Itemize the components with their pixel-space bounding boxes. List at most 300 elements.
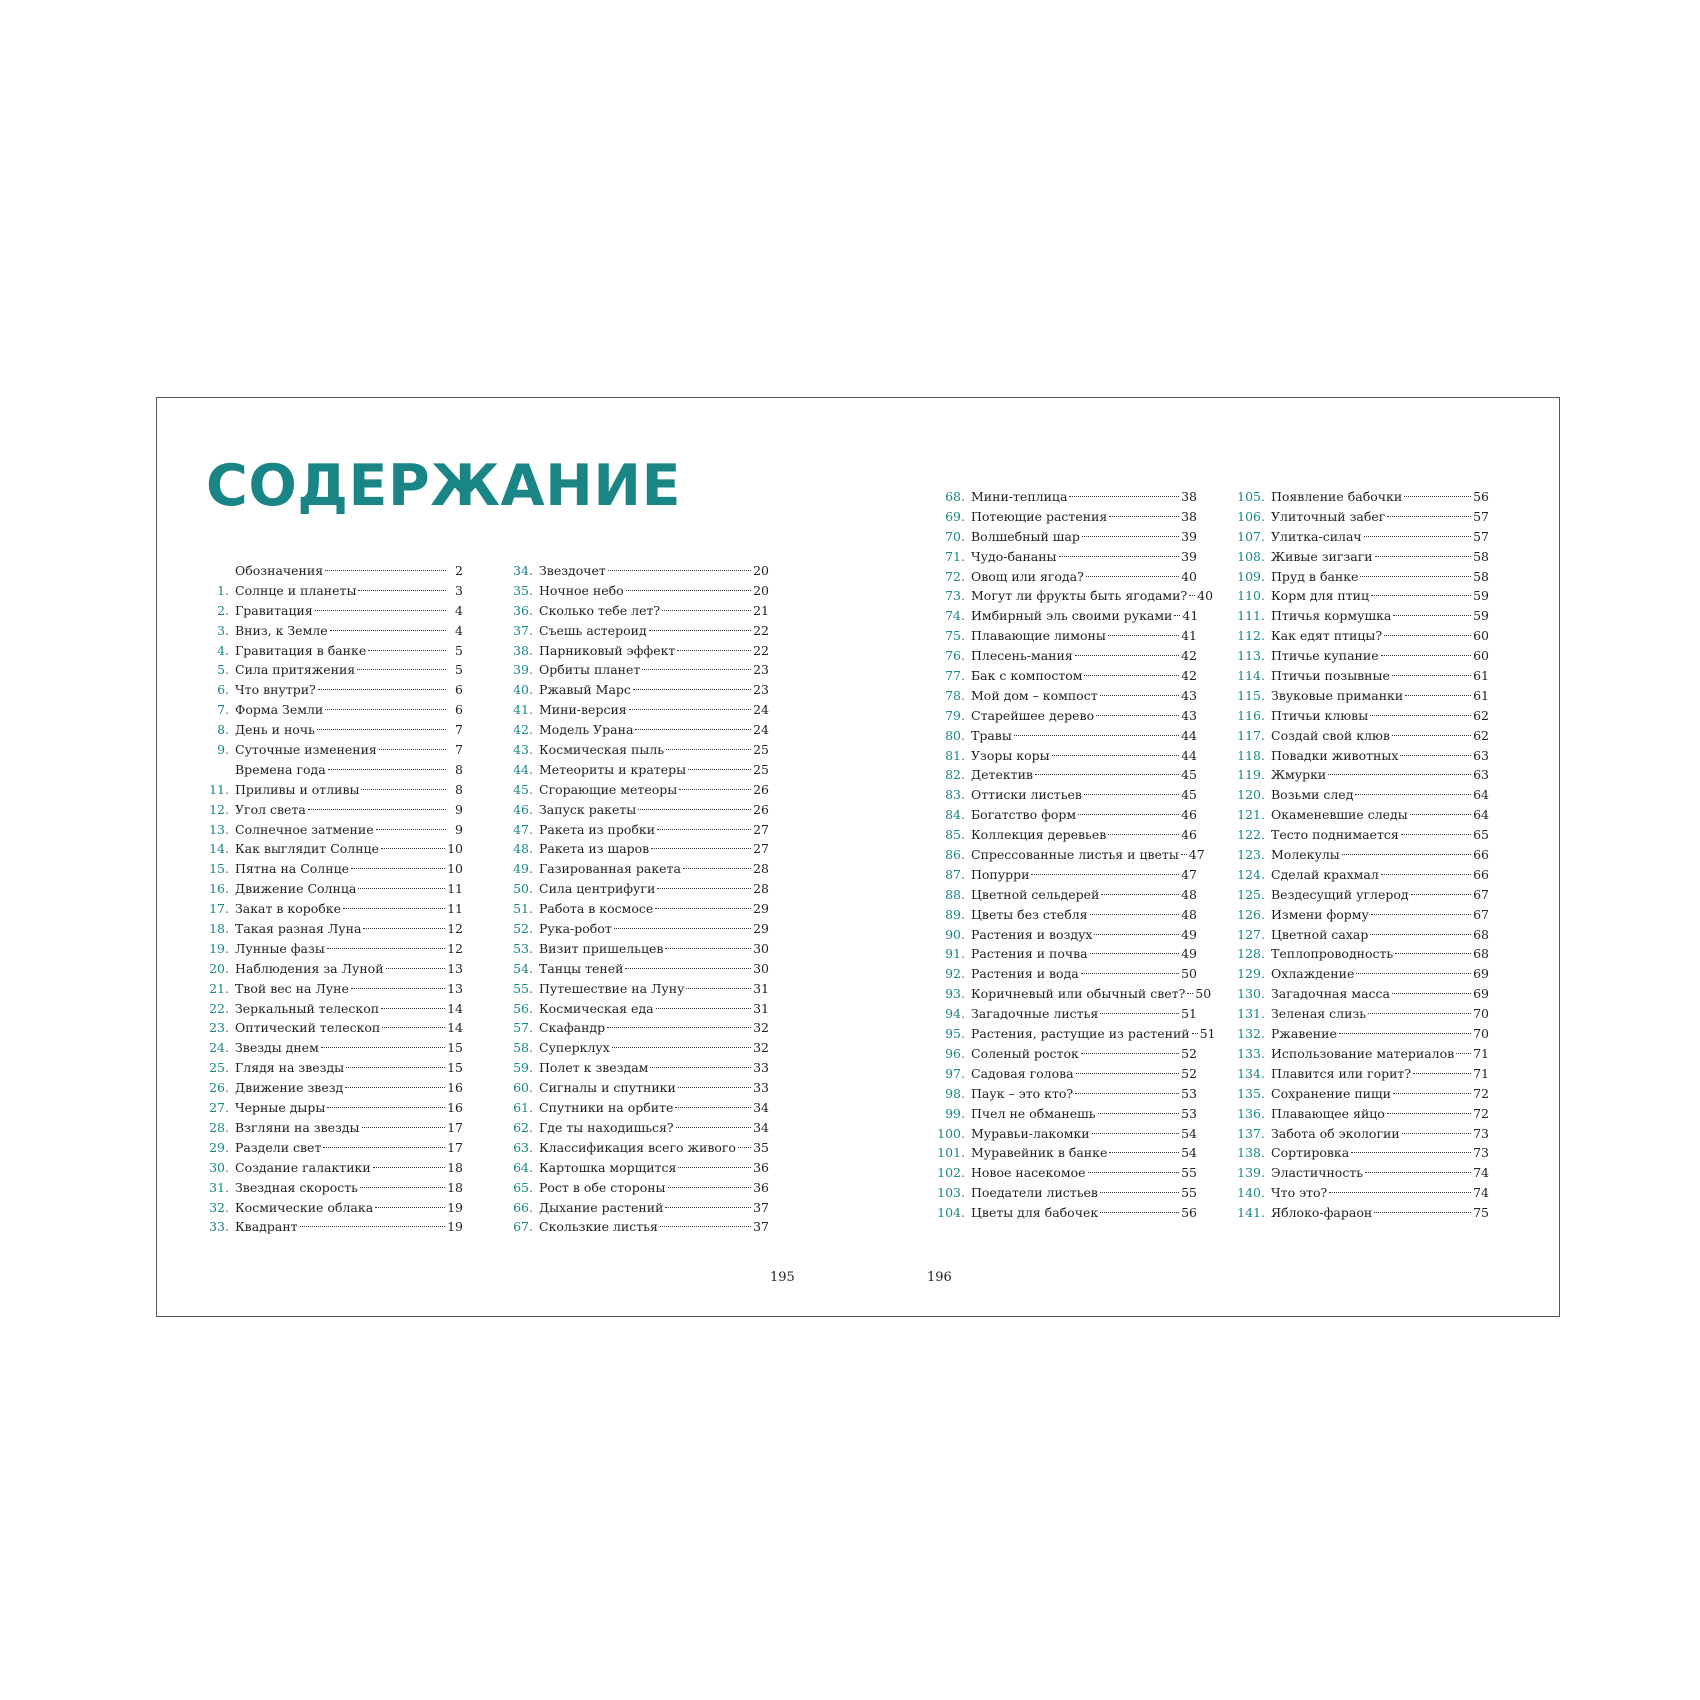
toc-entry-title: Сигналы и спутники (539, 1080, 676, 1096)
dot-leader (1410, 814, 1471, 815)
dot-leader (1339, 1033, 1471, 1034)
toc-entry-page: 32 (753, 1020, 769, 1036)
toc-entry (935, 507, 1197, 527)
dot-leader (382, 1027, 445, 1028)
toc-entry-title: Путешествие на Луну (539, 980, 685, 996)
toc-entry-number: 44. (513, 761, 533, 777)
toc-entry-title: Съешь астероид (539, 622, 647, 638)
toc-entry (935, 626, 1197, 646)
dot-leader (1364, 536, 1471, 537)
dot-leader (1092, 1133, 1179, 1134)
dot-leader (1181, 854, 1187, 855)
toc-entry (207, 1198, 463, 1218)
dot-leader (1370, 715, 1471, 716)
dot-leader (660, 1226, 751, 1227)
toc-entry-title: Садовая голова (971, 1065, 1074, 1081)
toc-entry-number: 83. (945, 787, 965, 803)
toc-entry-number: 36. (513, 602, 533, 618)
dot-leader (1100, 1192, 1179, 1193)
toc-entry-page: 40 (1197, 588, 1214, 604)
dot-leader (1187, 993, 1193, 994)
toc-entry-number: 55. (513, 980, 533, 996)
dot-leader (1381, 874, 1471, 875)
toc-entry-number: 65. (513, 1179, 533, 1195)
toc-entry (935, 606, 1197, 626)
toc-entry (207, 1038, 463, 1058)
toc-entry-number: 50. (513, 881, 533, 897)
toc-entry-number: 32. (209, 1199, 229, 1215)
toc-entry (207, 1098, 463, 1118)
dot-leader (1100, 1212, 1179, 1213)
toc-entry (1227, 925, 1489, 945)
dot-leader (1371, 914, 1471, 915)
toc-entry (511, 740, 769, 760)
toc-entry-page: 58 (1473, 548, 1489, 564)
dot-leader (1088, 1172, 1180, 1173)
toc-entry-number: 14. (209, 841, 229, 857)
toc-entry-title: Закат в коробке (235, 901, 342, 917)
dot-leader (1035, 774, 1179, 775)
toc-entry-number: 112. (1237, 628, 1265, 644)
dot-leader (323, 1147, 445, 1148)
toc-entry-number: 74. (945, 608, 965, 624)
toc-entry-title: Создай свой клюв (1271, 727, 1390, 743)
toc-entry (935, 567, 1197, 587)
toc-entry (1227, 507, 1489, 527)
toc-entry (207, 999, 463, 1019)
toc-entry-title: Появление бабочки (1271, 489, 1403, 504)
dot-leader (360, 1187, 445, 1188)
toc-entry-title: Корм для птиц (1271, 588, 1370, 604)
toc-entry-title: Пруд в банке (1271, 568, 1359, 584)
dot-leader (300, 1226, 446, 1227)
dot-leader (1108, 635, 1179, 636)
toc-entry-number: 121. (1237, 807, 1265, 823)
toc-entry (511, 680, 769, 700)
toc-entry-title: Волшебный шар (971, 528, 1080, 544)
toc-entry-title: Измени форму (1271, 906, 1369, 922)
toc-entry-page: 28 (753, 861, 769, 877)
toc-entry-title: Птичьи позывные (1271, 668, 1390, 684)
toc-entry (207, 1118, 463, 1138)
toc-entry (511, 1118, 769, 1138)
toc-entry (1227, 666, 1489, 686)
dot-leader (345, 1087, 445, 1088)
dot-leader (1456, 1053, 1471, 1054)
dot-leader (1329, 1192, 1471, 1193)
toc-entry-page: 15 (447, 1060, 463, 1076)
toc-entry-number: 124. (1237, 866, 1265, 882)
toc-entry (1227, 646, 1489, 666)
toc-entry-number: 63. (513, 1139, 533, 1155)
dot-leader (379, 749, 446, 750)
toc-entry-page: 6 (455, 702, 463, 718)
toc-entry-number: 1. (217, 582, 229, 598)
toc-entry (207, 621, 463, 641)
book-spread (156, 397, 1560, 1317)
toc-entry-number: 117. (1237, 727, 1265, 743)
toc-entry-number: 120. (1237, 787, 1265, 803)
toc-entry-number: 98. (945, 1085, 965, 1101)
toc-entry-page: 8 (455, 781, 463, 797)
toc-entry-page: 57 (1473, 528, 1489, 544)
toc-entry-page: 50 (1195, 986, 1212, 1002)
toc-entry-title: Соленый росток (971, 1045, 1079, 1061)
toc-entry-number: 67. (513, 1219, 533, 1235)
dot-leader (1075, 1093, 1179, 1094)
toc-entry-page: 52 (1181, 1065, 1197, 1081)
page-number-left: 195 (770, 1270, 795, 1285)
toc-entry-title: Раздели свет (235, 1139, 322, 1155)
toc-entry-number: 125. (1237, 886, 1265, 902)
toc-entry-number: 49. (513, 861, 533, 877)
toc-entry-number: 59. (513, 1060, 533, 1076)
toc-entry-title: Танцы теней (539, 960, 624, 976)
dot-leader (1189, 595, 1195, 596)
toc-entry (511, 839, 769, 859)
dot-leader (1411, 894, 1472, 895)
toc-entry (935, 845, 1205, 865)
dot-leader (1101, 894, 1179, 895)
toc-entry-title: Улиточный забег (1271, 508, 1386, 524)
dot-leader (358, 590, 446, 591)
toc-entry-page: 39 (1181, 548, 1197, 564)
toc-entry-number: 136. (1237, 1105, 1265, 1121)
dot-leader (662, 610, 751, 611)
toc-entry-title: Сгорающие метеоры (539, 781, 678, 797)
toc-entry-title: Сколько тебе лет? (539, 602, 661, 618)
toc-entry-page: 13 (447, 960, 463, 976)
toc-entry (935, 825, 1197, 845)
toc-entry-title: Зеленая слизь (1271, 1006, 1367, 1022)
toc-entry (207, 1217, 463, 1237)
toc-entry-page: 46 (1181, 807, 1197, 823)
toc-entry-page: 8 (455, 761, 463, 777)
toc-entry-number: 31. (209, 1179, 229, 1195)
toc-entry-number: 78. (945, 687, 965, 703)
toc-entry-number: 139. (1237, 1165, 1265, 1181)
toc-entry-page: 14 (447, 1020, 463, 1036)
toc-entry-page: 17 (447, 1139, 463, 1155)
toc-entry-title: Картошка морщится (539, 1159, 677, 1175)
dot-leader (1402, 1133, 1471, 1134)
toc-entry (207, 720, 463, 740)
dot-leader (1174, 615, 1180, 616)
dot-leader (1368, 1013, 1471, 1014)
toc-entry-title: Бак с компостом (971, 668, 1083, 684)
toc-column-1 (207, 561, 463, 1237)
toc-entry (1227, 1203, 1489, 1223)
toc-entry-title: Цветной сахар (1271, 926, 1369, 942)
dot-leader (1098, 1113, 1180, 1114)
toc-entry-number: 17. (209, 901, 229, 917)
dot-leader (676, 1127, 752, 1128)
toc-entry-title: Теплопроводность (1271, 946, 1394, 962)
dot-leader (317, 729, 446, 730)
toc-entry-page: 66 (1473, 866, 1489, 882)
toc-entry (1227, 785, 1489, 805)
dot-leader (1342, 854, 1471, 855)
toc-entry (935, 964, 1197, 984)
dot-leader (358, 888, 445, 889)
toc-entry (1227, 1163, 1489, 1183)
toc-entry (935, 1084, 1197, 1104)
toc-entry-page: 45 (1181, 787, 1197, 803)
toc-entry-page: 73 (1473, 1125, 1489, 1141)
toc-entry-number: 25. (209, 1060, 229, 1076)
toc-entry (511, 879, 769, 899)
toc-entry-page: 5 (455, 642, 463, 658)
toc-entry-title: Гравитация (235, 602, 313, 618)
toc-entry-title: Овощ или ягода? (971, 568, 1084, 584)
toc-entry (1227, 726, 1489, 746)
toc-entry (1227, 487, 1489, 507)
toc-entry-page: 38 (1181, 489, 1197, 504)
toc-entry-page: 52 (1181, 1045, 1197, 1061)
toc-entry-page: 48 (1181, 906, 1197, 922)
dot-leader (1413, 1073, 1471, 1074)
toc-entry (207, 641, 463, 661)
toc-entry (511, 919, 769, 939)
toc-entry (935, 1124, 1197, 1144)
dot-leader (665, 948, 751, 949)
toc-entry (207, 1078, 463, 1098)
toc-entry-number: 68. (945, 489, 965, 504)
toc-entry (207, 1058, 463, 1078)
toc-entry (207, 1138, 463, 1158)
toc-entry-number: 122. (1237, 827, 1265, 843)
dot-leader (657, 829, 751, 830)
toc-entry-page: 12 (447, 921, 463, 937)
toc-entry-page: 10 (447, 861, 463, 877)
toc-entry-title: Звездная скорость (235, 1179, 358, 1195)
toc-entry-number: 21. (209, 980, 229, 996)
toc-entry-number: 105. (1237, 489, 1265, 504)
toc-entry-page: 34 (753, 1119, 769, 1135)
toc-entry (207, 581, 463, 601)
toc-entry (1227, 1183, 1489, 1203)
toc-entry-title: Сила притяжения (235, 662, 356, 678)
dot-leader (361, 789, 446, 790)
toc-entry-title: Наблюдения за Луной (235, 960, 384, 976)
toc-entry-title: Черные дыры (235, 1100, 326, 1116)
toc-entry-page: 22 (753, 622, 769, 638)
toc-entry (935, 865, 1197, 885)
toc-entry-number: 96. (945, 1045, 965, 1061)
toc-entry (207, 959, 463, 979)
toc-entry-title: Растения, растущие из растений (971, 1026, 1190, 1042)
dot-leader (327, 948, 445, 949)
toc-entry-title: Узоры коры (971, 747, 1050, 763)
toc-entry (207, 939, 463, 959)
dot-leader (308, 809, 446, 810)
toc-entry-title: Имбирный эль своими руками (971, 608, 1173, 624)
dot-leader (649, 630, 751, 631)
toc-entry-number: 127. (1237, 926, 1265, 942)
toc-entry-title: Окаменевшие следы (1271, 807, 1408, 823)
toc-entry-title: Муравейник в банке (971, 1145, 1108, 1161)
dot-leader (1387, 1113, 1471, 1114)
toc-entry-number: 43. (513, 742, 533, 758)
toc-entry-number: 134. (1237, 1065, 1265, 1081)
toc-entry-number: 22. (209, 1000, 229, 1016)
toc-entry (511, 720, 769, 740)
toc-entry-page: 60 (1473, 648, 1489, 664)
toc-entry-title: Старейшее дерево (971, 707, 1095, 723)
toc-entry-title: Суперклух (539, 1040, 610, 1056)
toc-entry-page: 53 (1181, 1085, 1197, 1101)
toc-entry (1227, 964, 1489, 984)
toc-entry-title: Потеющие растения (971, 508, 1108, 524)
dot-leader (666, 749, 751, 750)
toc-entry (511, 561, 769, 581)
dot-leader (325, 570, 446, 571)
toc-entry-number: 137. (1237, 1125, 1265, 1141)
dot-leader (678, 1087, 751, 1088)
toc-entry (1227, 825, 1489, 845)
dot-leader (1356, 973, 1471, 974)
toc-entry (207, 700, 463, 720)
dot-leader (1081, 1053, 1179, 1054)
toc-entry-number: 80. (945, 727, 965, 743)
toc-entry-title: Чудо-бананы (971, 548, 1057, 564)
toc-entry-number: 77. (945, 668, 965, 684)
dot-leader (381, 848, 445, 849)
toc-entry-number: 26. (209, 1080, 229, 1096)
toc-entry-title: Глядя на звезды (235, 1060, 345, 1076)
toc-entry-page: 13 (447, 980, 463, 996)
toc-entry-title: Гравитация в банке (235, 642, 367, 658)
dot-leader (315, 610, 446, 611)
toc-entry-number: 37. (513, 622, 533, 638)
toc-entry (935, 805, 1197, 825)
dot-leader (608, 570, 751, 571)
toc-entry-page: 73 (1473, 1145, 1489, 1161)
toc-entry-title: Сортировка (1271, 1145, 1350, 1161)
toc-entry-page: 63 (1473, 747, 1489, 763)
dot-leader (381, 1008, 445, 1009)
toc-entry-page: 46 (1181, 827, 1197, 843)
toc-entry-title: Что это? (1271, 1185, 1328, 1201)
dot-leader (650, 1067, 751, 1068)
toc-entry-number: 11. (209, 781, 229, 797)
toc-entry-number: 60. (513, 1080, 533, 1096)
dot-leader (343, 908, 445, 909)
toc-entry-page: 74 (1473, 1165, 1489, 1181)
dot-leader (1069, 496, 1179, 497)
toc-entry (511, 1038, 769, 1058)
toc-entry-title: Дыхание растений (539, 1199, 664, 1215)
toc-entry-page: 75 (1473, 1205, 1489, 1221)
toc-entry-page: 7 (455, 742, 463, 758)
toc-entry-page: 70 (1473, 1006, 1489, 1022)
toc-entry-number: 123. (1237, 847, 1265, 863)
toc-entry-page: 60 (1473, 628, 1489, 644)
toc-entry-title: Орбиты планет (539, 662, 641, 678)
toc-entry (207, 680, 463, 700)
dot-leader (1108, 834, 1179, 835)
dot-leader (1031, 874, 1179, 875)
toc-entry-title: Скафандр (539, 1020, 606, 1036)
toc-entry-title: Запуск ракеты (539, 801, 637, 817)
toc-entry-title: Звездочет (539, 563, 606, 578)
toc-entry-title: Плавающие лимоны (971, 628, 1106, 644)
toc-entry-number: 119. (1237, 767, 1265, 783)
toc-entry-number: 93. (945, 986, 965, 1002)
toc-entry-number: 88. (945, 886, 965, 902)
toc-entry-number: 92. (945, 966, 965, 982)
toc-entry-title: Цветы без стебля (971, 906, 1088, 922)
toc-entry-number: 35. (513, 582, 533, 598)
toc-entry-title: Тесто поднимается (1271, 827, 1399, 843)
toc-entry-page: 10 (447, 841, 463, 857)
toc-entry-title: Сохранение пищи (1271, 1085, 1391, 1101)
toc-entry (511, 939, 769, 959)
toc-entry-number: 23. (209, 1020, 229, 1036)
toc-entry-number: 130. (1237, 986, 1265, 1002)
dot-leader (1360, 576, 1471, 577)
toc-entry-title: Солнечное затмение (235, 821, 374, 837)
toc-entry-title: Движение Солнца (235, 881, 357, 897)
dot-leader (328, 769, 446, 770)
toc-entry (207, 879, 463, 899)
toc-entry-title: Звуковые приманки (1271, 687, 1404, 703)
dot-leader (375, 1207, 445, 1208)
toc-entry-page: 47 (1181, 866, 1197, 882)
toc-entry-title: Космические облака (235, 1199, 374, 1215)
toc-entry (1227, 944, 1489, 964)
toc-entry-page: 30 (753, 960, 769, 976)
toc-entry-number: 39. (513, 662, 533, 678)
dot-leader (1084, 794, 1179, 795)
toc-entry (511, 959, 769, 979)
toc-entry-title: Создание галактики (235, 1159, 371, 1175)
toc-entry-number: 90. (945, 926, 965, 942)
toc-entry-page: 20 (753, 563, 769, 578)
toc-entry-page: 31 (753, 980, 769, 996)
page-number-right: 196 (927, 1270, 952, 1285)
toc-entry-number: 12. (209, 801, 229, 817)
toc-entry-page: 48 (1181, 886, 1197, 902)
toc-entry-number: 75. (945, 628, 965, 644)
dot-leader (1081, 973, 1179, 974)
toc-entry-title: Ракета из пробки (539, 821, 656, 837)
toc-entry-number: 5. (217, 662, 229, 678)
toc-entry-number: 118. (1237, 747, 1265, 763)
dot-leader (1395, 953, 1471, 954)
toc-entry (1227, 706, 1489, 726)
toc-entry-number: 6. (217, 682, 229, 698)
toc-entry-title: Загадочные листья (971, 1006, 1099, 1022)
toc-entry-number: 114. (1237, 668, 1265, 684)
toc-entry-page: 29 (753, 901, 769, 917)
toc-entry-page: 26 (753, 801, 769, 817)
dot-leader (346, 1067, 445, 1068)
toc-entry-title: Пятна на Солнце (235, 861, 350, 877)
toc-entry-number: 62. (513, 1119, 533, 1135)
dot-leader (318, 689, 446, 690)
toc-entry-title: Суточные изменения (235, 742, 377, 758)
dot-leader (357, 669, 446, 670)
dot-leader (656, 1008, 752, 1009)
toc-entry-number: 38. (513, 642, 533, 658)
toc-entry (935, 1203, 1197, 1223)
toc-entry-page: 17 (447, 1119, 463, 1135)
toc-entry-title: Попурри (971, 866, 1030, 882)
toc-entry-number: 138. (1237, 1145, 1265, 1161)
toc-entry-number: 53. (513, 940, 533, 956)
toc-entry (935, 1044, 1197, 1064)
